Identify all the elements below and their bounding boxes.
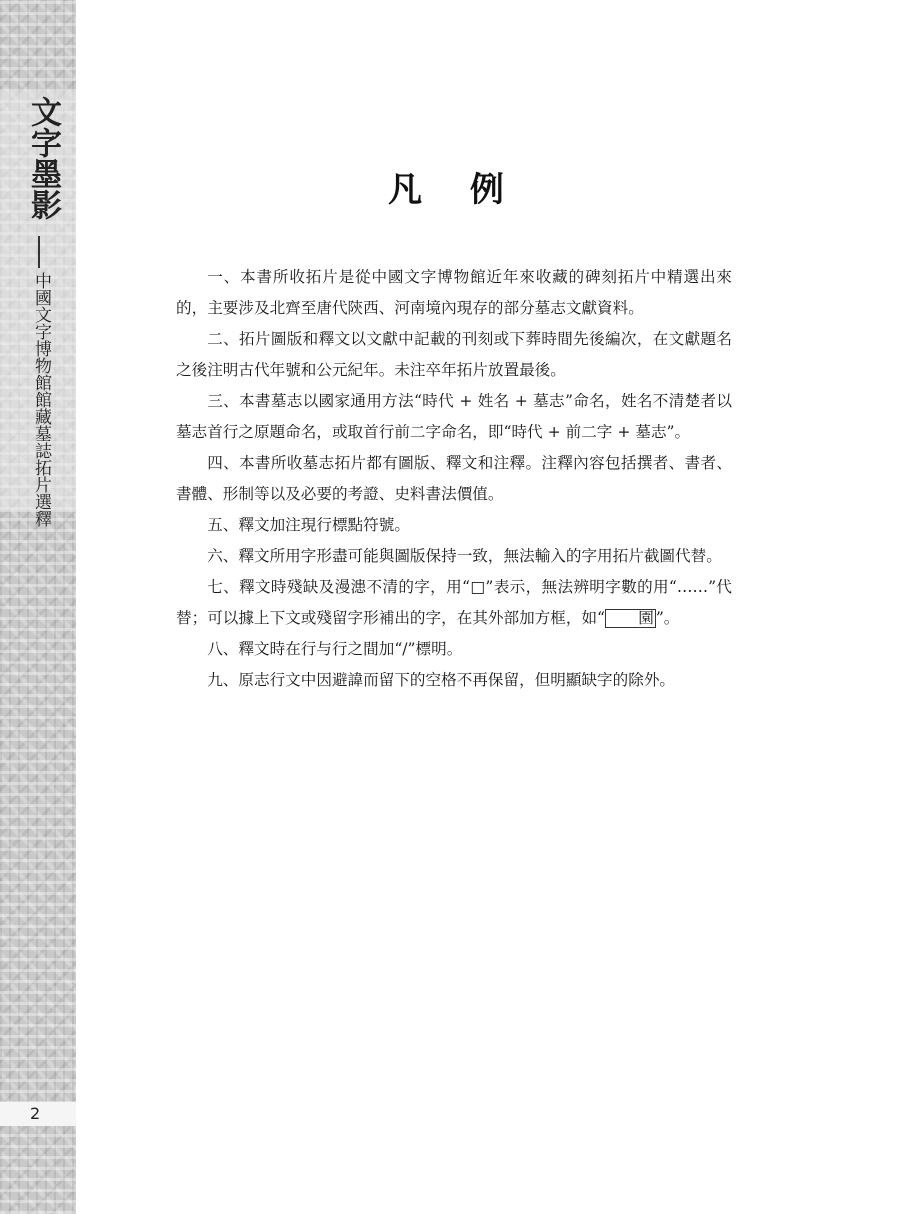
paragraph-2: 二、拓片圖版和釋文以文獻中記載的刊刻或下葬時間先後編次，在文獻題名之後注明古代年號和公元紀年。未注卒年拓片放置最後。 [176,330,732,379]
paragraph-1: 一、本書所收拓片是從中國文字博物館近年來收藏的碑刻拓片中精選出來的，主要涉及北齊至唐代陝西、河南境內現存的部分墓志文獻資料。 [176,268,732,317]
paragraph-6: 六、釋文所用字形盡可能與圖版保持一致，無法輸入的字用拓片截圖代替。 [207,547,722,565]
page-number: 2 [30,1104,41,1123]
book-subtitle: 中國文字博物館館藏墓誌拓片選釋 [31,272,51,527]
body-text [176,262,732,696]
boxed-char-example: 園 [605,609,656,628]
paragraph-4: 四、本書所收墓志拓片都有圖版、釋文和注釋。注釋內容包括撰者、書者、書體、形制等以及必要的考證、史料書法價值。 [176,454,732,503]
paragraph-8: 八、釋文時在行与行之間加“/”標明。 [207,640,463,658]
title-dash [38,236,40,268]
page-title: 凡 例 [388,170,522,210]
book-title: 文字墨影 [25,96,61,220]
paragraph-9: 九、原志行文中因避諱而留下的空格不再保留，但明顯缺字的除外。 [207,671,676,689]
paragraph-5: 五、釋文加注現行標點符號。 [207,516,410,534]
paragraph-7-end: ”。 [655,609,680,627]
paragraph-7-text: 七、釋文時殘缺及漫漶不清的字，用“□”表示，無法辨明字數的用“……”代替；可以據上下文或殘留字形補出的字，在其外部加方框，如“ [176,578,732,627]
paragraph-7 [176,572,732,634]
paragraph-3: 三、本書墓志以國家通用方法“時代 + 姓名 + 墓志”命名，姓名不清楚者以墓志首行之原題命名，或取首行前二字命名，即“時代 + 前二字 + 墓志”。 [176,392,732,441]
